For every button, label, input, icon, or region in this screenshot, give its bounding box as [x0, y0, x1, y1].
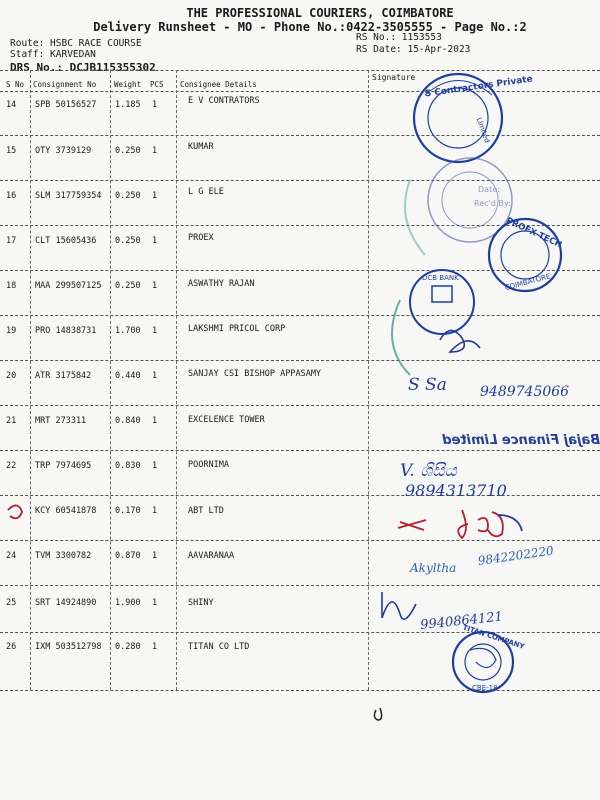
cell-consignee: TITAN CO LTD [188, 642, 250, 652]
cell-consignment: TVM 3300782 [35, 551, 92, 561]
row25-phone: 9940864121 [419, 609, 504, 634]
cell-weight: 0.840 [115, 416, 141, 426]
handwriting-row20 [408, 375, 569, 400]
cell-weight: 0.870 [115, 551, 141, 561]
col-header-details: Consignee Details [180, 80, 257, 89]
profx-stamp [489, 216, 563, 292]
cell-pcs: 1 [152, 551, 158, 561]
cell-sno: 14 [6, 100, 17, 110]
handwriting-row25 [382, 592, 503, 633]
svg-text:V. ශිසිය: V. ශිසිය [400, 461, 457, 481]
cell-weight: 0.830 [115, 461, 141, 471]
cell-weight: 0.250 [115, 281, 141, 291]
svg-text:Rec'd By:: Rec'd By: [474, 199, 511, 208]
cell-pcs: 1 [152, 326, 158, 336]
svg-text:S Contractors Private: S Contractors Private [424, 74, 534, 100]
cell-pcs: 1 [152, 371, 158, 381]
rs-date: RS Date: 15-Apr-2023 [356, 44, 471, 55]
cell-consignee: PROEX [188, 233, 214, 243]
bajaj-stamp [442, 433, 600, 448]
svg-text:PROFX TECH: PROFX TECH [504, 215, 564, 251]
col-header-pcs: PCS [150, 80, 164, 89]
cell-weight: 0.170 [115, 506, 141, 516]
cell-sno: 17 [6, 236, 17, 246]
cell-consignment: KCY 60541878 [35, 506, 97, 516]
cell-consignment: MAA 299507125 [35, 281, 102, 291]
col-header-consignment: Consignment No [33, 80, 97, 89]
titan-stamp [453, 623, 526, 692]
col-header-signature: Signature [372, 73, 416, 82]
cell-pcs: 1 [152, 191, 158, 201]
contractors-stamp [414, 74, 533, 162]
col-header-sno: S No [6, 80, 25, 89]
cell-pcs: 1 [152, 146, 158, 156]
cell-consignee: SHINY [188, 598, 214, 608]
cell-consignment: SRT 14924890 [35, 598, 97, 608]
row20-phone: 9489745066 [480, 384, 570, 400]
handwriting-row24 [409, 543, 555, 575]
cell-pcs: 1 [152, 642, 158, 652]
cell-consignee: SANJAY CSI BISHOP APPASAMY [188, 369, 322, 379]
cell-pcs: 1 [152, 506, 158, 516]
route-label: Route: HSBC RACE COURSE [10, 38, 142, 49]
row24-phone: 9842202220 [476, 543, 555, 569]
svg-text:Akyltha: Akyltha [410, 561, 457, 575]
cell-weight: 1.185 [115, 100, 141, 110]
svg-text:S Sa: S Sa [408, 375, 447, 395]
svg-text:COIMBATORE: COIMBATORE [504, 272, 552, 293]
cell-pcs: 1 [152, 100, 158, 110]
cell-consignment: SLM 317759354 [35, 191, 102, 201]
svg-text:CBE-18: CBE-18 [472, 684, 498, 692]
drs-number: DRS No.: DCJB115355302 [10, 61, 156, 74]
cell-pcs: 1 [152, 461, 158, 471]
cell-consignee: POORNIMA [188, 460, 229, 470]
cell-sno: 16 [6, 191, 17, 201]
svg-text:Limited: Limited [474, 116, 492, 144]
cell-weight: 1.900 [115, 598, 141, 608]
cell-consignment: TRP 7974695 [35, 461, 92, 471]
row22-phone: 9894313710 [405, 481, 507, 500]
cell-sno: 25 [6, 598, 17, 608]
cell-consignment: CLT 15605436 [35, 236, 97, 246]
report-title: THE PROFESSIONAL COURIERS, COIMBATORE [186, 6, 454, 20]
cell-sno: 18 [6, 281, 17, 291]
cell-sno: 19 [6, 326, 17, 336]
cell-consignee: AAVARANAA [188, 551, 235, 561]
bank-stamp [410, 270, 474, 334]
cell-sno: 26 [6, 642, 17, 652]
cell-consignment: MRT 273311 [35, 416, 87, 426]
cell-weight: 0.250 [115, 236, 141, 246]
cell-consignee: L G ELE [188, 187, 224, 197]
cell-weight: 0.280 [115, 642, 141, 652]
handwriting-row23 [8, 505, 522, 538]
rs-number: RS No.: 1153553 [356, 32, 442, 43]
cell-consignment: ATR 3175842 [35, 371, 92, 381]
svg-text:Bajaj Finance Limited: Bajaj Finance Limited [442, 433, 600, 448]
cell-consignee: EXCELENCE TOWER [188, 415, 265, 425]
cell-pcs: 1 [152, 236, 158, 246]
cell-sno: 21 [6, 416, 17, 426]
svg-text:DCB BANK: DCB BANK [422, 274, 459, 282]
cell-sno: 24 [6, 551, 17, 561]
report-subtitle: Delivery Runsheet - MO - Phone No.:0422-3505555 - Page No.:2 [93, 20, 527, 34]
cell-consignee: LAKSHMI PRICOL CORP [188, 324, 286, 334]
cell-weight: 0.440 [115, 371, 141, 381]
cell-consignment: PRO 14838731 [35, 326, 97, 336]
cell-pcs: 1 [152, 281, 158, 291]
svg-text:TITAN COMPANY: TITAN COMPANY [461, 623, 526, 651]
cell-pcs: 1 [152, 416, 158, 426]
cell-sno: 15 [6, 146, 17, 156]
cell-consignment: IXM 503512798 [35, 642, 102, 652]
cell-consignment: SPB 50156527 [35, 100, 97, 110]
cell-consignee: E V CONTRATORS [188, 96, 260, 106]
cell-consignee: ABT LTD [188, 506, 224, 516]
cell-consignee: KUMAR [188, 142, 214, 152]
cell-consignee: ASWATHY RAJAN [188, 279, 255, 289]
col-header-weight: Weight [114, 80, 142, 89]
cell-sno: 22 [6, 461, 17, 471]
svg-text:Date:: Date: [478, 185, 500, 194]
handwriting-row22 [400, 461, 507, 500]
cell-weight: 1.700 [115, 326, 141, 336]
cell-sno: 20 [6, 371, 17, 381]
staff-label: Staff: KARVEDAN [10, 49, 96, 60]
cell-consignment: OTY 3739129 [35, 146, 92, 156]
pen-mark [374, 708, 381, 720]
cell-weight: 0.250 [115, 191, 141, 201]
cell-pcs: 1 [152, 598, 158, 608]
cell-weight: 0.250 [115, 146, 141, 156]
